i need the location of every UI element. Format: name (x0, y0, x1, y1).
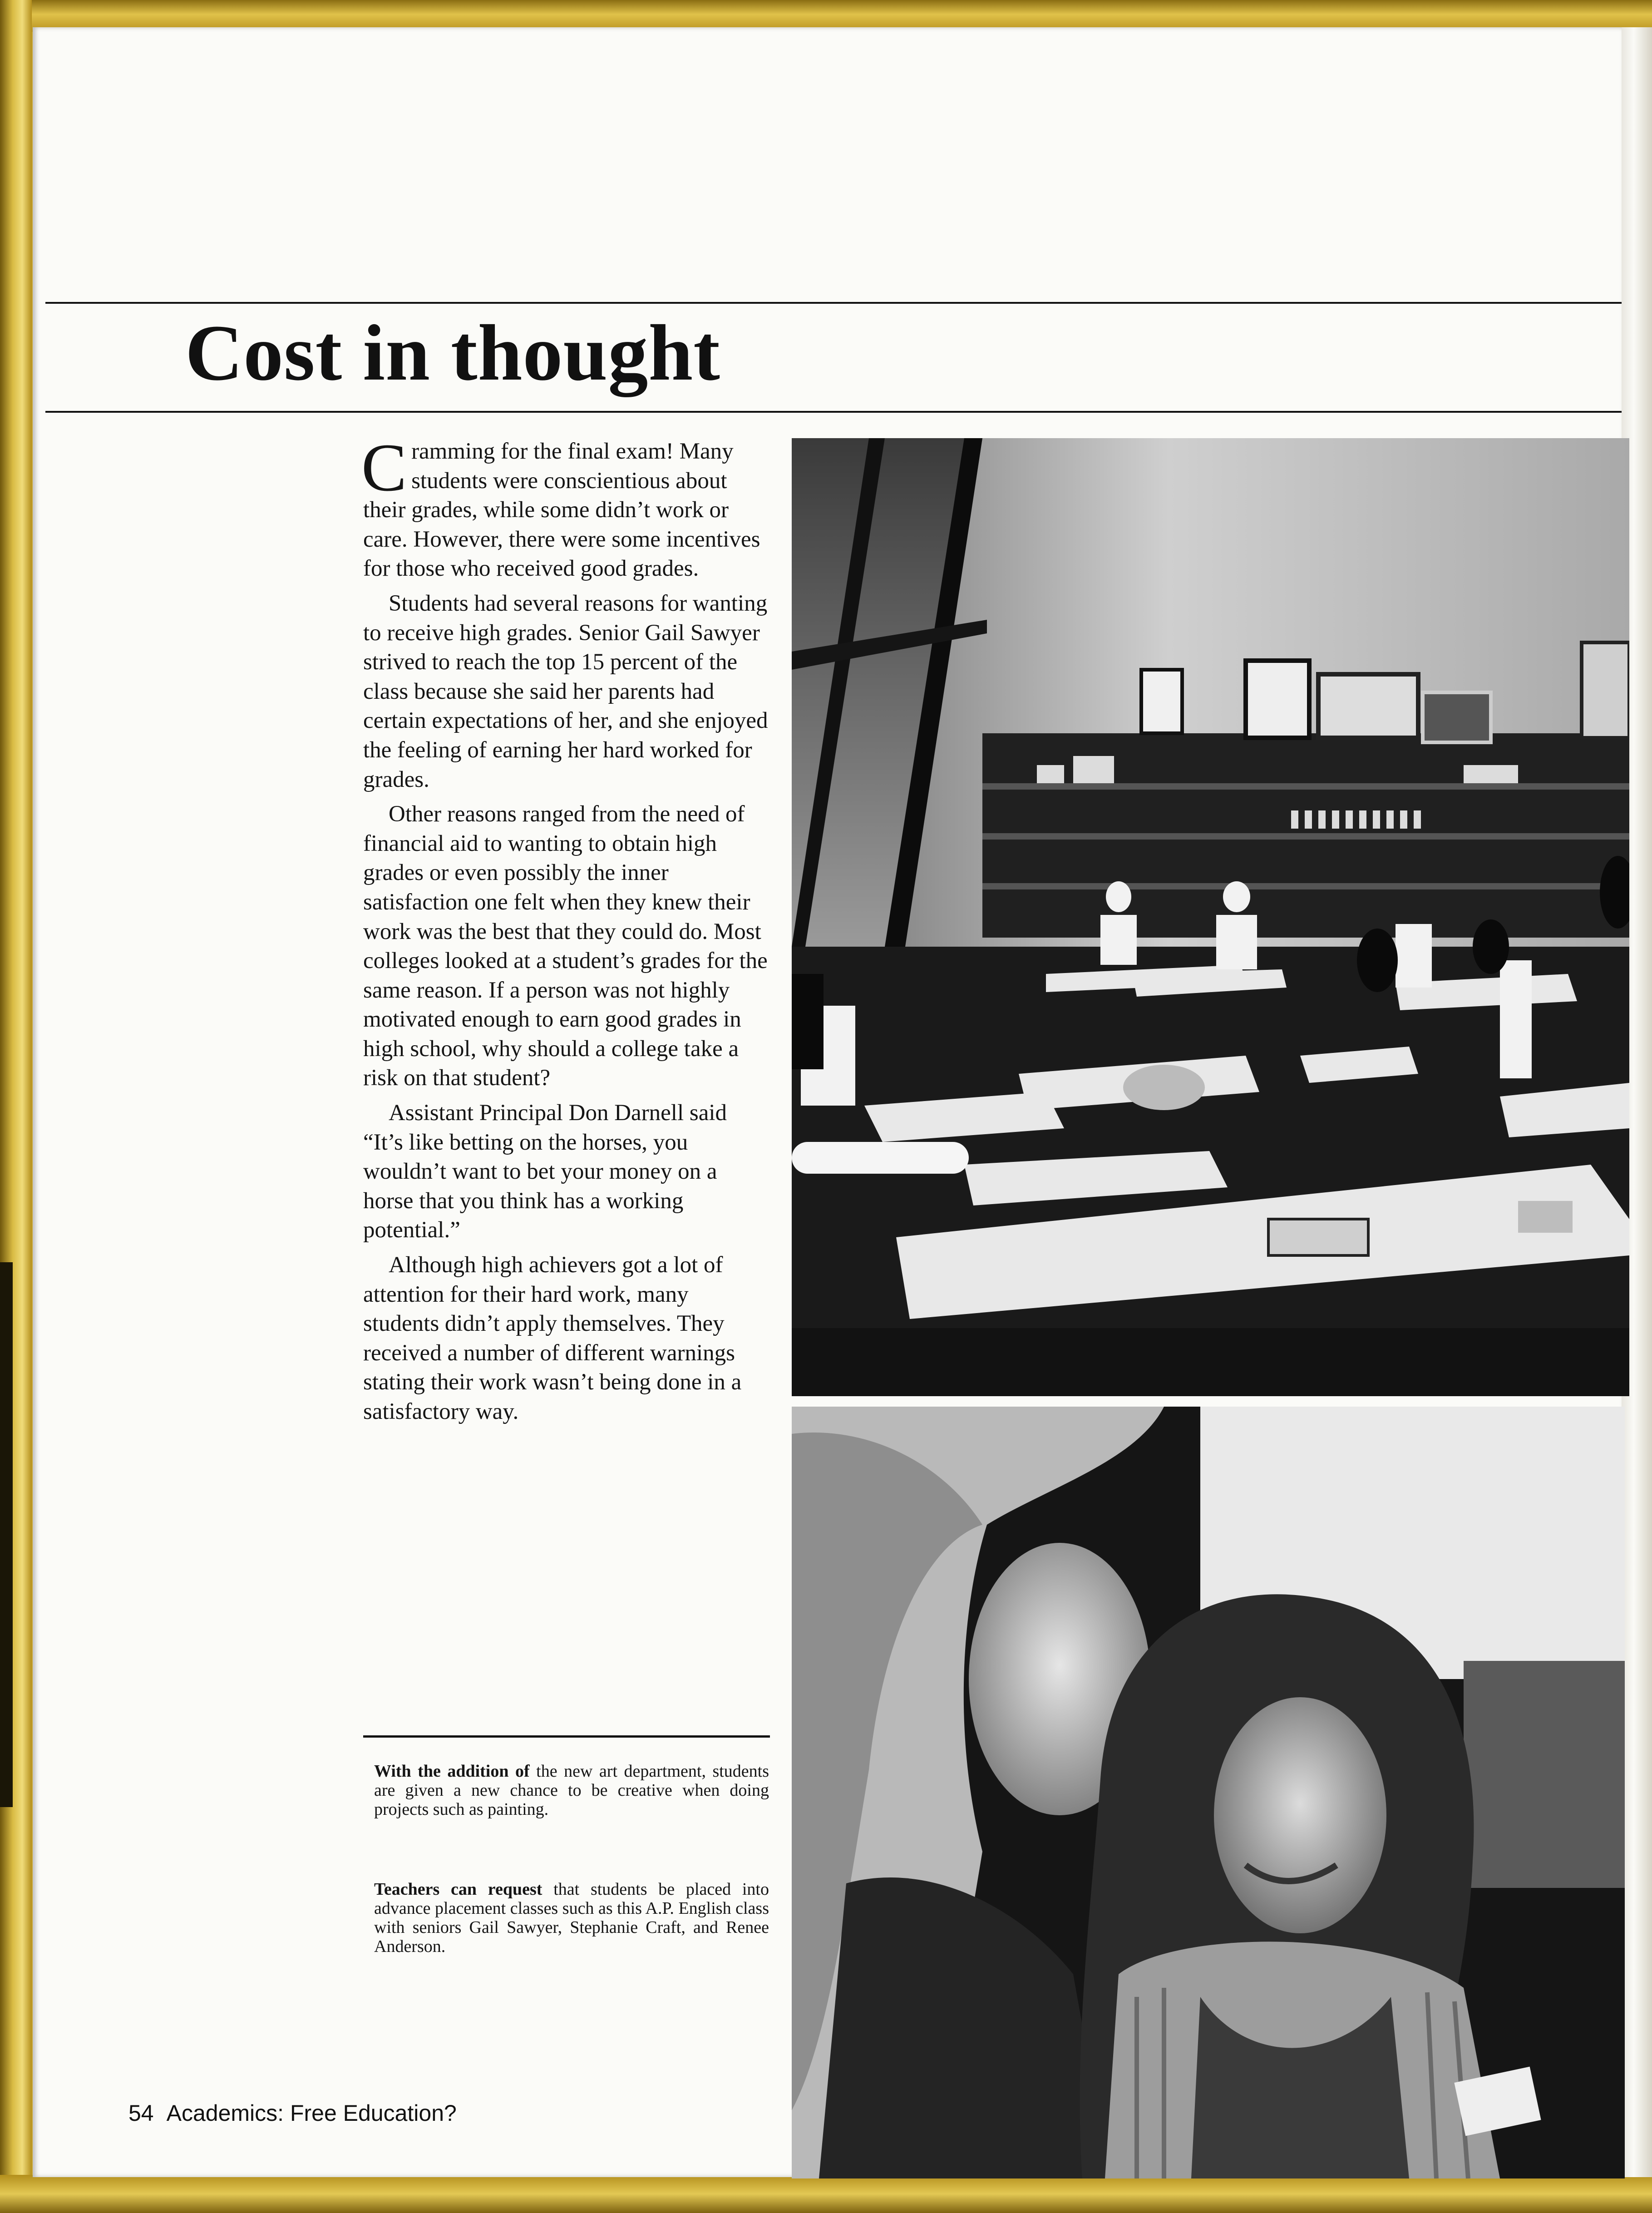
cover-edge-bottom (0, 2175, 1652, 2213)
art-classroom-photo (792, 438, 1629, 1396)
page-number: 54 (128, 2100, 154, 2126)
drop-cap: C (361, 430, 407, 505)
section-name: Academics: Free Education? (166, 2100, 457, 2126)
page-footer (128, 2100, 457, 2126)
header-rule-top (45, 302, 1622, 304)
article-paragraph-5: Although high achievers got a lot of attention for their hard work, many students didn’t apply themselves. They received a number of different warnings stating their work wasn’t being done in a satisfactory way. (363, 1252, 742, 1424)
article-paragraph-4: Assistant Principal Don Darnell said “It’s like betting on the horses, you wouldn’t want to bet your money on a horse that you think has a working potential.” (363, 1100, 727, 1243)
page-title: Cost in thought (185, 309, 720, 397)
article-paragraph-2: Students had several reasons for wanting to receive high grades. Senior Gail Sawyer strived to reach the top 15 percent of the class because she said her parents had certain expectations of her, and she enjoyed the feeling of earning her hard worked for grades. (363, 590, 768, 792)
caption-divider (363, 1735, 770, 1738)
header-rule-bottom (45, 411, 1622, 413)
caption-ap-english: Teachers can request that students be placed into advance placement classes such as this A.P. English class with seniors Gail Sawyer, Stephanie Craft, and Renee Anderson. (374, 1880, 769, 1956)
caption-art-class: With the addition of the new art department, students are given a new chance to be creative when doing projects such as painting. (374, 1762, 769, 1819)
article-paragraph-1: Cramming for the final exam! Many students were conscientious about their grades, while some didn’t work or care. However, there were some incentives for those who received good grades. (361, 430, 760, 582)
article-body (361, 430, 770, 1432)
cover-edge-left (0, 0, 32, 2213)
article-paragraph-3: Other reasons ranged from the need of financial aid to wanting to obtain high grades or even possibly the inner satisfaction one felt when they knew their work was the best that they could do. Most colleges looked at a student’s grades for the same reason. If a person was not highly motivated enough to earn good grades in high school, why should a college take a risk on that student? (363, 801, 768, 1091)
spine-shadow (0, 1262, 13, 1807)
students-ap-english-photo (792, 1407, 1625, 2178)
